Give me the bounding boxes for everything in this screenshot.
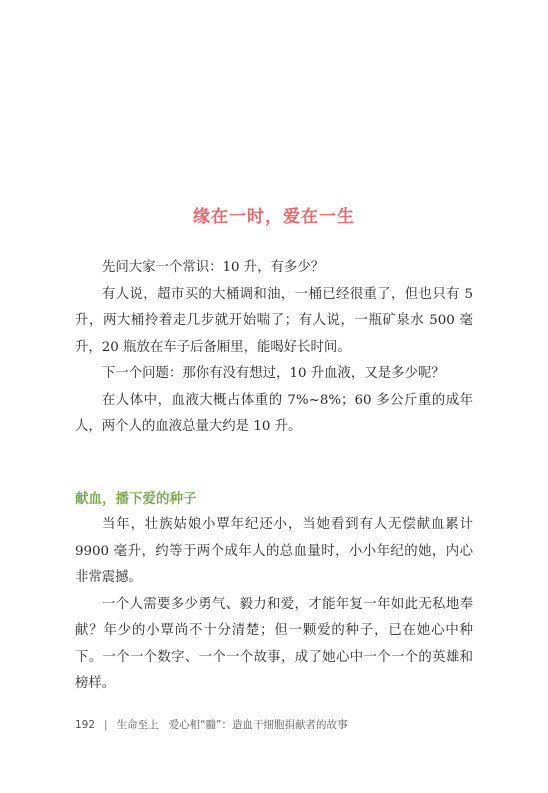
page-number: 192 [75,719,96,731]
intro-paragraph: 有人说，超市买的大桶调和油，一桶已经很重了，但也只有 5 升，两大桶拎着走几步就开始喘了；有人说，一瓶矿泉水 500 毫升，20 瓶放在车子后备厢里，能喝好长时间。 [75,286,473,355]
footer-separator: | [104,719,108,731]
intro-paragraph: 在人体中，血液大概占体重的 7%~8%；60 多公斤重的成年人，两个人的血液总量大约是 10 升。 [75,392,473,434]
chapter-title: 缘在一时，爱在一生 [193,207,355,227]
book-title: 生命至上 [116,719,159,731]
section-heading: 献血，播下爱的种子 [75,491,197,507]
intro-paragraph: 先问大家一个常识：10 升，有多少？ [102,260,325,275]
intro-text-block [75,255,473,441]
book-subtitle: 爱心相“髓”：造血干细胞捐献者的故事 [168,719,348,731]
intro-paragraph: 下一个问题：那你有没有想过，10 升血液，又是多少呢？ [102,366,445,381]
section-paragraph: 当年，壮族姑娘小覃年纪还小，当她看到有人无偿献血累计 9900 毫升，约等于两个成年人的总血量时，小小年纪的她，内心非常震撼。 [75,517,473,585]
page-footer [75,717,347,732]
section-text-block [75,512,473,698]
section-paragraph: 一个人需要多少勇气、毅力和爱，才能年复一年如此无私地奉献？年少的小覃尚不十分清楚；但一颗爱的种子，已在她心中种下。一个一个数字、一个一个故事，成了她心中一个一个的英雄和榜样。 [75,596,473,691]
